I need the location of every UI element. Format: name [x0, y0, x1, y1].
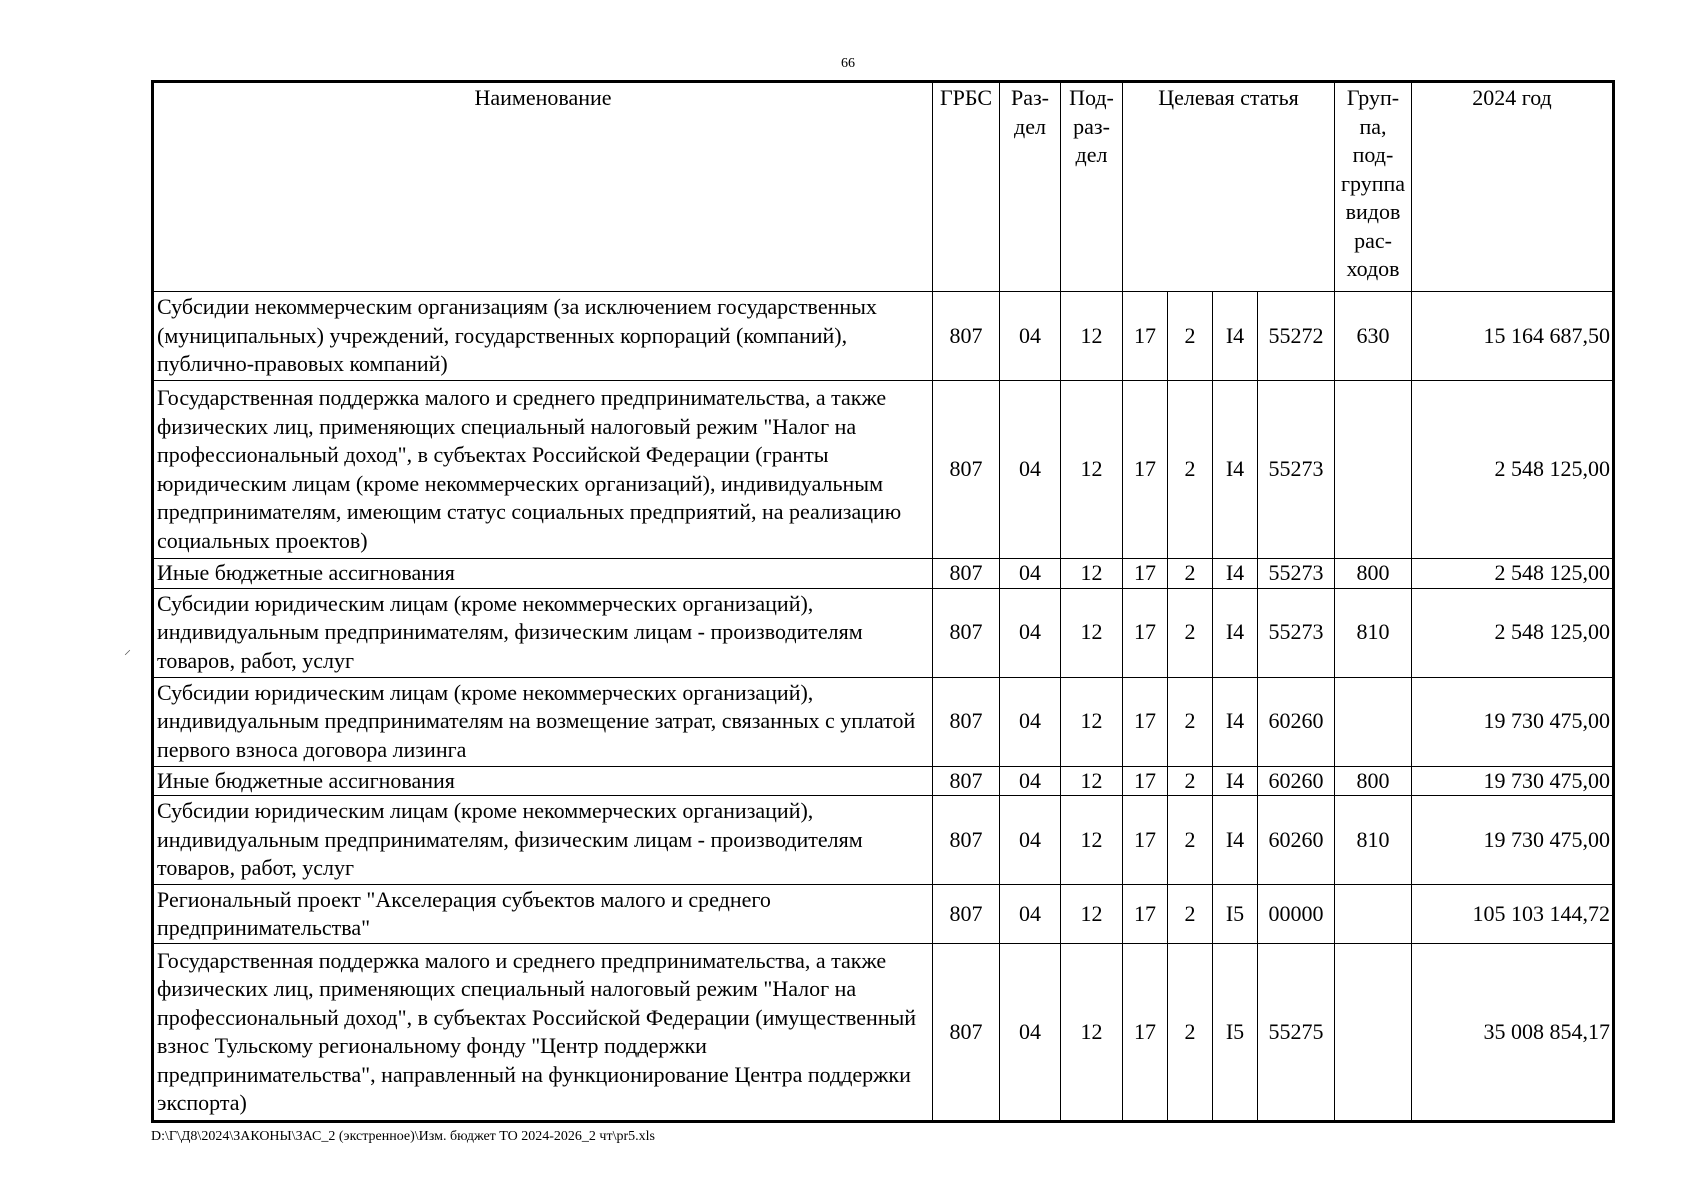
cell-target-program: 17	[1123, 588, 1168, 677]
cell-target-program: 17	[1123, 944, 1168, 1122]
cell-grbs: 807	[933, 559, 1000, 589]
cell-razdel: 04	[1000, 381, 1061, 559]
table-row	[153, 944, 1614, 1122]
header-grbs: ГРБС	[933, 82, 1000, 292]
cell-target-direction: 55273	[1258, 588, 1335, 677]
cell-expense-group	[1335, 677, 1412, 766]
cell-target-project: I4	[1213, 677, 1258, 766]
cell-podrazdel: 12	[1061, 885, 1123, 944]
cell-amount: 19 730 475,00	[1412, 766, 1614, 796]
header-target-article: Целевая статья	[1123, 82, 1335, 292]
cell-target-project: I4	[1213, 766, 1258, 796]
cell-name: Субсидии юридическим лицам (кроме некоммерческих организаций), индивидуальным предпринимателям на возмещение затрат, связанных с уплатой первого взноса договора лизинга	[153, 677, 933, 766]
cell-amount: 2 548 125,00	[1412, 381, 1614, 559]
cell-podrazdel: 12	[1061, 292, 1123, 381]
cell-name: Иные бюджетные ассигнования	[153, 559, 933, 589]
cell-target-direction: 55272	[1258, 292, 1335, 381]
cell-target-program: 17	[1123, 559, 1168, 589]
cell-grbs: 807	[933, 381, 1000, 559]
cell-name: Государственная поддержка малого и среднего предпринимательства, а также физических лиц, применяющих специальный налоговый режим "Налог на профессиональный доход", в субъектах Российской Федерации (гранты юридическим лицам (кроме некоммерческих организаций), индивидуальным предпринимателям, имеющим статус социальных предприятий, на реализацию социальных проектов)	[153, 381, 933, 559]
table-row	[153, 381, 1614, 559]
cell-expense-group: 800	[1335, 559, 1412, 589]
cell-name: Региональный проект "Акселерация субъектов малого и среднего предпринимательства"	[153, 885, 933, 944]
table-row	[153, 677, 1614, 766]
cell-grbs: 807	[933, 588, 1000, 677]
header-name: Наименование	[153, 82, 933, 292]
cell-target-project: I5	[1213, 885, 1258, 944]
table-header-row	[153, 82, 1614, 292]
cell-target-subprogram: 2	[1168, 796, 1213, 885]
cell-razdel: 04	[1000, 944, 1061, 1122]
table-row	[153, 885, 1614, 944]
cell-grbs: 807	[933, 677, 1000, 766]
cell-target-direction: 55273	[1258, 559, 1335, 589]
cell-podrazdel: 12	[1061, 944, 1123, 1122]
cell-target-program: 17	[1123, 885, 1168, 944]
cell-target-subprogram: 2	[1168, 944, 1213, 1122]
cell-podrazdel: 12	[1061, 381, 1123, 559]
cell-razdel: 04	[1000, 796, 1061, 885]
cell-razdel: 04	[1000, 292, 1061, 381]
table-row	[153, 559, 1614, 589]
cell-target-direction: 60260	[1258, 796, 1335, 885]
cell-grbs: 807	[933, 292, 1000, 381]
header-podrazdel: Под- раз- дел	[1061, 82, 1123, 292]
cell-target-program: 17	[1123, 677, 1168, 766]
cell-target-project: I4	[1213, 796, 1258, 885]
table-body	[153, 292, 1614, 1122]
cell-amount: 19 730 475,00	[1412, 677, 1614, 766]
cell-target-subprogram: 2	[1168, 885, 1213, 944]
page-number: 66	[841, 56, 855, 71]
cell-amount: 19 730 475,00	[1412, 796, 1614, 885]
cell-amount: 35 008 854,17	[1412, 944, 1614, 1122]
cell-podrazdel: 12	[1061, 766, 1123, 796]
table-row	[153, 766, 1614, 796]
cell-expense-group: 630	[1335, 292, 1412, 381]
cell-grbs: 807	[933, 885, 1000, 944]
budget-table	[151, 80, 1615, 1123]
cell-podrazdel: 12	[1061, 677, 1123, 766]
cell-target-direction: 55273	[1258, 381, 1335, 559]
cell-amount: 105 103 144,72	[1412, 885, 1614, 944]
cell-target-program: 17	[1123, 292, 1168, 381]
cell-razdel: 04	[1000, 559, 1061, 589]
cell-target-subprogram: 2	[1168, 381, 1213, 559]
margin-mark: ⸝	[124, 643, 131, 658]
cell-expense-group	[1335, 885, 1412, 944]
cell-amount: 15 164 687,50	[1412, 292, 1614, 381]
table-row	[153, 588, 1614, 677]
table-row	[153, 796, 1614, 885]
cell-grbs: 807	[933, 766, 1000, 796]
cell-target-program: 17	[1123, 766, 1168, 796]
header-razdel: Раз- дел	[1000, 82, 1061, 292]
cell-target-subprogram: 2	[1168, 292, 1213, 381]
table-row	[153, 292, 1614, 381]
cell-name: Субсидии некоммерческим организациям (за исключением государственных (муниципальных) учреждений, государственных корпораций (компаний), публично-правовых компаний)	[153, 292, 933, 381]
cell-grbs: 807	[933, 796, 1000, 885]
cell-razdel: 04	[1000, 885, 1061, 944]
cell-target-subprogram: 2	[1168, 677, 1213, 766]
cell-target-project: I5	[1213, 944, 1258, 1122]
cell-target-direction: 60260	[1258, 766, 1335, 796]
cell-target-project: I4	[1213, 381, 1258, 559]
cell-razdel: 04	[1000, 677, 1061, 766]
cell-expense-group	[1335, 381, 1412, 559]
cell-name: Субсидии юридическим лицам (кроме некоммерческих организаций), индивидуальным предпринимателям, физическим лицам - производителям товаров, работ, услуг	[153, 588, 933, 677]
cell-target-project: I4	[1213, 588, 1258, 677]
cell-expense-group	[1335, 944, 1412, 1122]
cell-expense-group: 810	[1335, 588, 1412, 677]
cell-target-program: 17	[1123, 381, 1168, 559]
cell-amount: 2 548 125,00	[1412, 559, 1614, 589]
cell-target-direction: 60260	[1258, 677, 1335, 766]
cell-podrazdel: 12	[1061, 559, 1123, 589]
cell-name: Государственная поддержка малого и среднего предпринимательства, а также физических лиц, применяющих специальный налоговый режим "Налог на профессиональный доход", в субъектах Российской Федерации (имущественный взнос Тульскому региональному фонду "Центр поддержки предпринимательства", направленный на функционирование Центра поддержки экспорта)	[153, 944, 933, 1122]
cell-podrazdel: 12	[1061, 796, 1123, 885]
header-year: 2024 год	[1412, 82, 1614, 292]
cell-expense-group: 810	[1335, 796, 1412, 885]
cell-target-subprogram: 2	[1168, 559, 1213, 589]
cell-razdel: 04	[1000, 766, 1061, 796]
cell-target-program: 17	[1123, 796, 1168, 885]
header-expense-group: Груп- па, под- группа видов рас- ходов	[1335, 82, 1412, 292]
cell-target-direction: 00000	[1258, 885, 1335, 944]
footer-file-path: D:\Г\Д8\2024\ЗАКОНЫ\ЗАС_2 (экстренное)\Изм. бюджет ТО 2024-2026_2 чт\pr5.xls	[151, 1129, 655, 1144]
cell-amount: 2 548 125,00	[1412, 588, 1614, 677]
cell-target-subprogram: 2	[1168, 766, 1213, 796]
cell-target-direction: 55275	[1258, 944, 1335, 1122]
cell-target-project: I4	[1213, 292, 1258, 381]
cell-target-project: I4	[1213, 559, 1258, 589]
cell-grbs: 807	[933, 944, 1000, 1122]
cell-name: Субсидии юридическим лицам (кроме некоммерческих организаций), индивидуальным предпринимателям, физическим лицам - производителям товаров, работ, услуг	[153, 796, 933, 885]
cell-target-subprogram: 2	[1168, 588, 1213, 677]
cell-podrazdel: 12	[1061, 588, 1123, 677]
cell-name: Иные бюджетные ассигнования	[153, 766, 933, 796]
cell-expense-group: 800	[1335, 766, 1412, 796]
cell-razdel: 04	[1000, 588, 1061, 677]
